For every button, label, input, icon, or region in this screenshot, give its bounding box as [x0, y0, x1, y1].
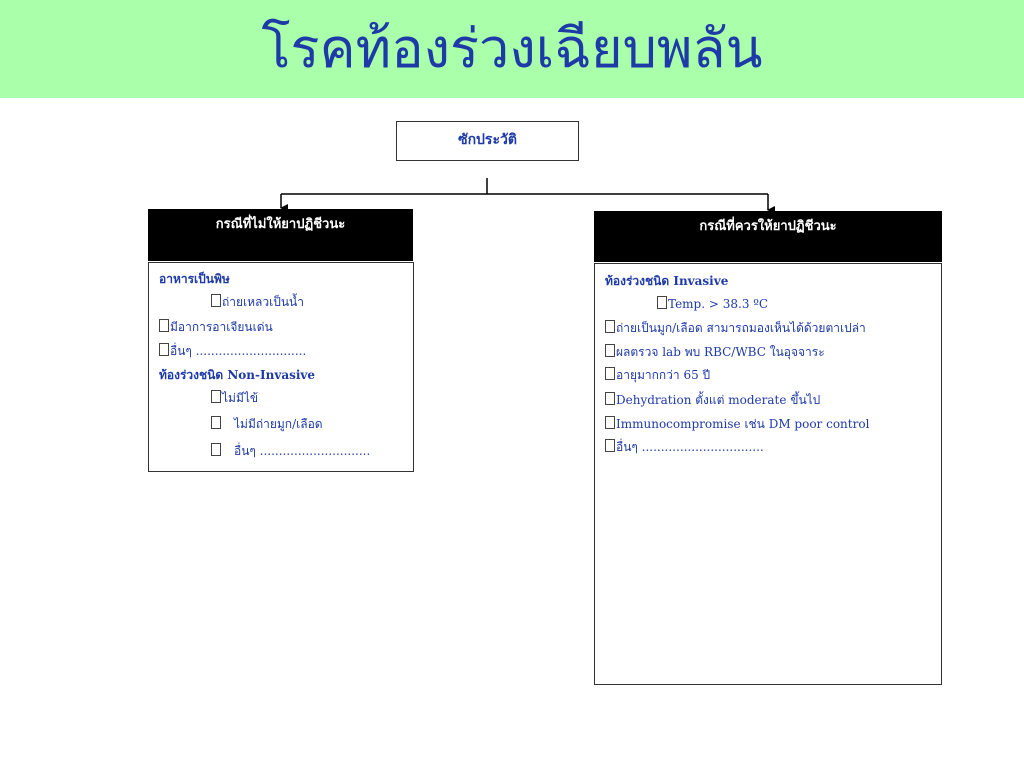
- left-criteria-text: มีอาการอาเจียนเด่น: [170, 320, 273, 334]
- left-criteria-text: อื่นๆ .............................: [170, 344, 307, 358]
- checkbox-icon[interactable]: [211, 416, 221, 429]
- right-criteria-text: ถ่ายเป็นมูก/เลือด สามารถมองเห็นได้ด้วยตาเปล่า: [616, 321, 866, 335]
- left-criteria-item: [159, 367, 315, 383]
- left-column-body: [148, 262, 414, 472]
- left-criteria-text: อื่นๆ .............................: [234, 444, 371, 458]
- left-criteria-item: [211, 443, 370, 459]
- checkbox-icon[interactable]: [159, 319, 169, 332]
- slide-title: โรคท้องร่วงเฉียบพลัน: [261, 17, 763, 80]
- right-criteria-text: ท้องร่วงชนิด Invasive: [605, 274, 729, 288]
- right-criteria-item: [605, 344, 825, 360]
- checkbox-icon[interactable]: [211, 443, 221, 456]
- right-criteria-text: Dehydration ตั้งแต่ moderate ขึ้นไป: [616, 393, 821, 407]
- history-box: ซักประวัติ: [396, 121, 579, 161]
- left-criteria-text: ท้องร่วงชนิด Non-Invasive: [159, 368, 316, 382]
- checkbox-icon[interactable]: [605, 367, 615, 380]
- right-criteria-item: [605, 439, 764, 455]
- right-criteria-item: [605, 416, 869, 432]
- left-column-header: [148, 209, 413, 261]
- right-criteria-text: Temp. > 38.3 ºC: [668, 297, 769, 311]
- left-criteria-text: อาหารเป็นพิษ: [159, 272, 230, 286]
- checkbox-icon[interactable]: [605, 392, 615, 405]
- left-criteria-item: [211, 294, 304, 310]
- right-criteria-text: อายุมากกว่า 65 ปี: [616, 368, 711, 382]
- checkbox-icon[interactable]: [211, 294, 221, 307]
- right-criteria-item: [657, 296, 768, 312]
- left-criteria-text: ถ่ายเหลวเป็นน้ำ: [222, 295, 305, 309]
- right-column-header-label: กรณีที่ควรให้ยาปฏิชีวนะ: [699, 219, 837, 234]
- left-criteria-item: [159, 319, 273, 335]
- checkbox-icon[interactable]: [657, 296, 667, 309]
- right-criteria-item: [605, 367, 710, 383]
- right-criteria-item: [605, 273, 728, 289]
- right-column-header: [594, 211, 942, 262]
- right-column-body: [594, 263, 942, 685]
- checkbox-icon[interactable]: [605, 416, 615, 429]
- right-criteria-item: [605, 392, 820, 408]
- left-criteria-item: [159, 271, 230, 287]
- checkbox-icon[interactable]: [159, 343, 169, 356]
- left-criteria-item: [159, 343, 306, 359]
- right-criteria-text: อื่นๆ ................................: [616, 440, 764, 454]
- left-criteria-item: [211, 390, 258, 406]
- right-criteria-text: ผลตรวจ lab พบ RBC/WBC ในอุจจาระ: [616, 345, 825, 359]
- left-criteria-item: [211, 416, 323, 432]
- checkbox-icon[interactable]: [605, 439, 615, 452]
- right-criteria-item: [605, 320, 866, 336]
- left-column-header-label: กรณีที่ไม่ให้ยาปฏิชีวนะ: [215, 217, 346, 232]
- checkbox-icon[interactable]: [605, 344, 615, 357]
- left-criteria-text: ไม่มีไข้: [222, 391, 259, 405]
- checkbox-icon[interactable]: [605, 320, 615, 333]
- left-criteria-text: ไม่มีถ่ายมูก/เลือด: [234, 417, 323, 431]
- right-criteria-text: Immunocompromise เช่น DM poor control: [616, 417, 870, 431]
- checkbox-icon[interactable]: [211, 390, 221, 403]
